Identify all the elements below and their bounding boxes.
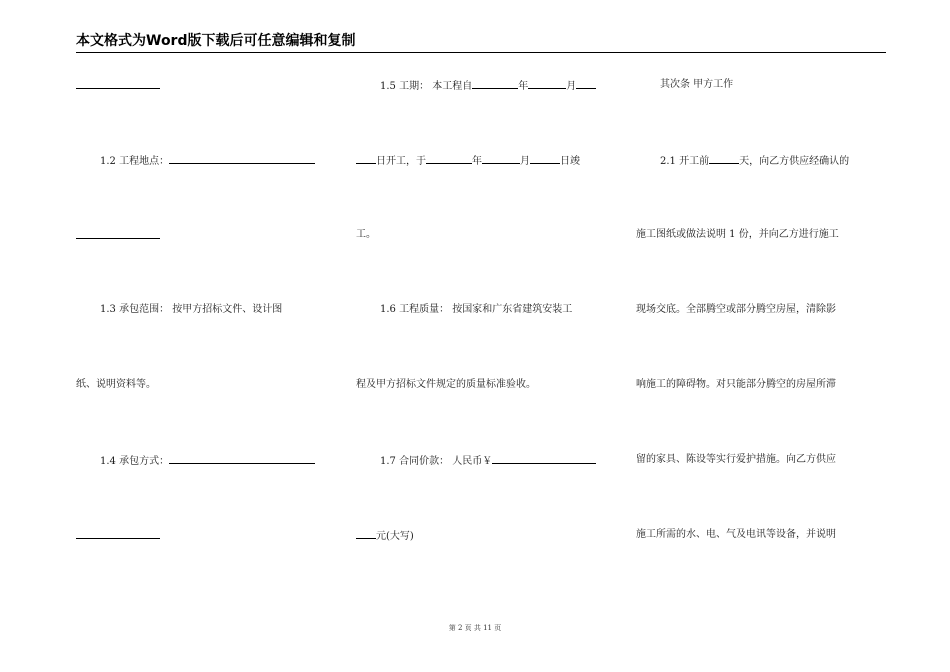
header-divider [76, 52, 886, 53]
clause-1-6: 1.6 工程质量： 按国家和广东省建筑安装工 [380, 304, 573, 315]
paragraph-line: 施工图纸或做法说明 1 份，并向乙方进行施工 [636, 229, 839, 240]
underline-blank [576, 78, 596, 89]
underline-blank [472, 78, 518, 89]
paragraph-line: 现场交底。全部腾空或部分腾空房屋，清除影 [636, 304, 836, 315]
underline-blank [356, 153, 376, 164]
blank-line [76, 528, 321, 603]
underline-blank [76, 528, 160, 539]
column-middle [356, 78, 601, 603]
underline-blank [76, 228, 160, 239]
completion-text: 日竣 [560, 156, 580, 167]
clause-2-1 [636, 153, 881, 228]
clause-1-5-end: 工。 [356, 229, 376, 240]
clause-1-6-continued: 程及甲方招标文件规定的质量标准验收。 [356, 379, 536, 390]
clause-1-4 [76, 453, 321, 528]
blank-line [76, 78, 321, 153]
underline-blank [492, 453, 596, 464]
clause-1-5-text: 1.5 工期： 本工程自 [380, 81, 473, 92]
underline-blank [482, 153, 520, 164]
document-header-title: 本文格式为Word版下载后可任意编辑和复制 [76, 33, 356, 49]
month-label: 月 [520, 156, 530, 167]
clause-1-7-text: 1.7 合同价款： 人民币￥ [380, 456, 493, 467]
underline-blank [528, 78, 566, 89]
clause-2-1-text: 2.1 开工前 [660, 156, 710, 167]
clause-1-2 [76, 153, 321, 228]
clause-1-4-text: 1.4 承包方式： [100, 456, 170, 467]
clause-1-7 [356, 453, 601, 528]
clause-1-7-continued [356, 528, 601, 603]
blank-line [76, 228, 321, 303]
amount-words-text: 元(大写) [376, 531, 414, 542]
underline-blank [530, 153, 560, 164]
clause-1-5 [356, 78, 601, 153]
year-label: 年 [518, 81, 529, 92]
clause-1-3: 1.3 承包范围： 按甲方招标文件、设计图 [100, 304, 283, 315]
underline-blank [356, 528, 376, 539]
column-right [636, 78, 881, 603]
paragraph-line: 留的家具、陈设等实行爱护措施。向乙方供应 [636, 454, 836, 465]
year-label: 年 [472, 156, 482, 167]
clause-1-2-text: 1.2 工程地点： [100, 156, 170, 167]
clause-1-3-continued: 纸、说明资料等。 [76, 379, 156, 390]
underline-blank [426, 153, 472, 164]
start-text: 日开工，于 [376, 156, 426, 167]
column-left [76, 78, 321, 603]
underline-blank [709, 153, 739, 164]
page-number-footer: 第 2 页 共 11 页 [448, 624, 502, 632]
underline-blank [76, 78, 160, 89]
clause-1-5-continued [356, 153, 601, 228]
section-heading: 其次条 甲方工作 [660, 79, 734, 90]
month-label: 月 [566, 81, 577, 92]
underline-blank [169, 453, 315, 464]
underline-blank [169, 153, 315, 164]
paragraph-line: 响施工的障碍物。对只能部分腾空的房屋所滞 [636, 379, 836, 390]
paragraph-line: 施工所需的水、电、气及电讯等设备，并说明 [636, 529, 836, 540]
clause-2-1-text-continued: 天，向乙方供应经确认的 [739, 156, 850, 167]
